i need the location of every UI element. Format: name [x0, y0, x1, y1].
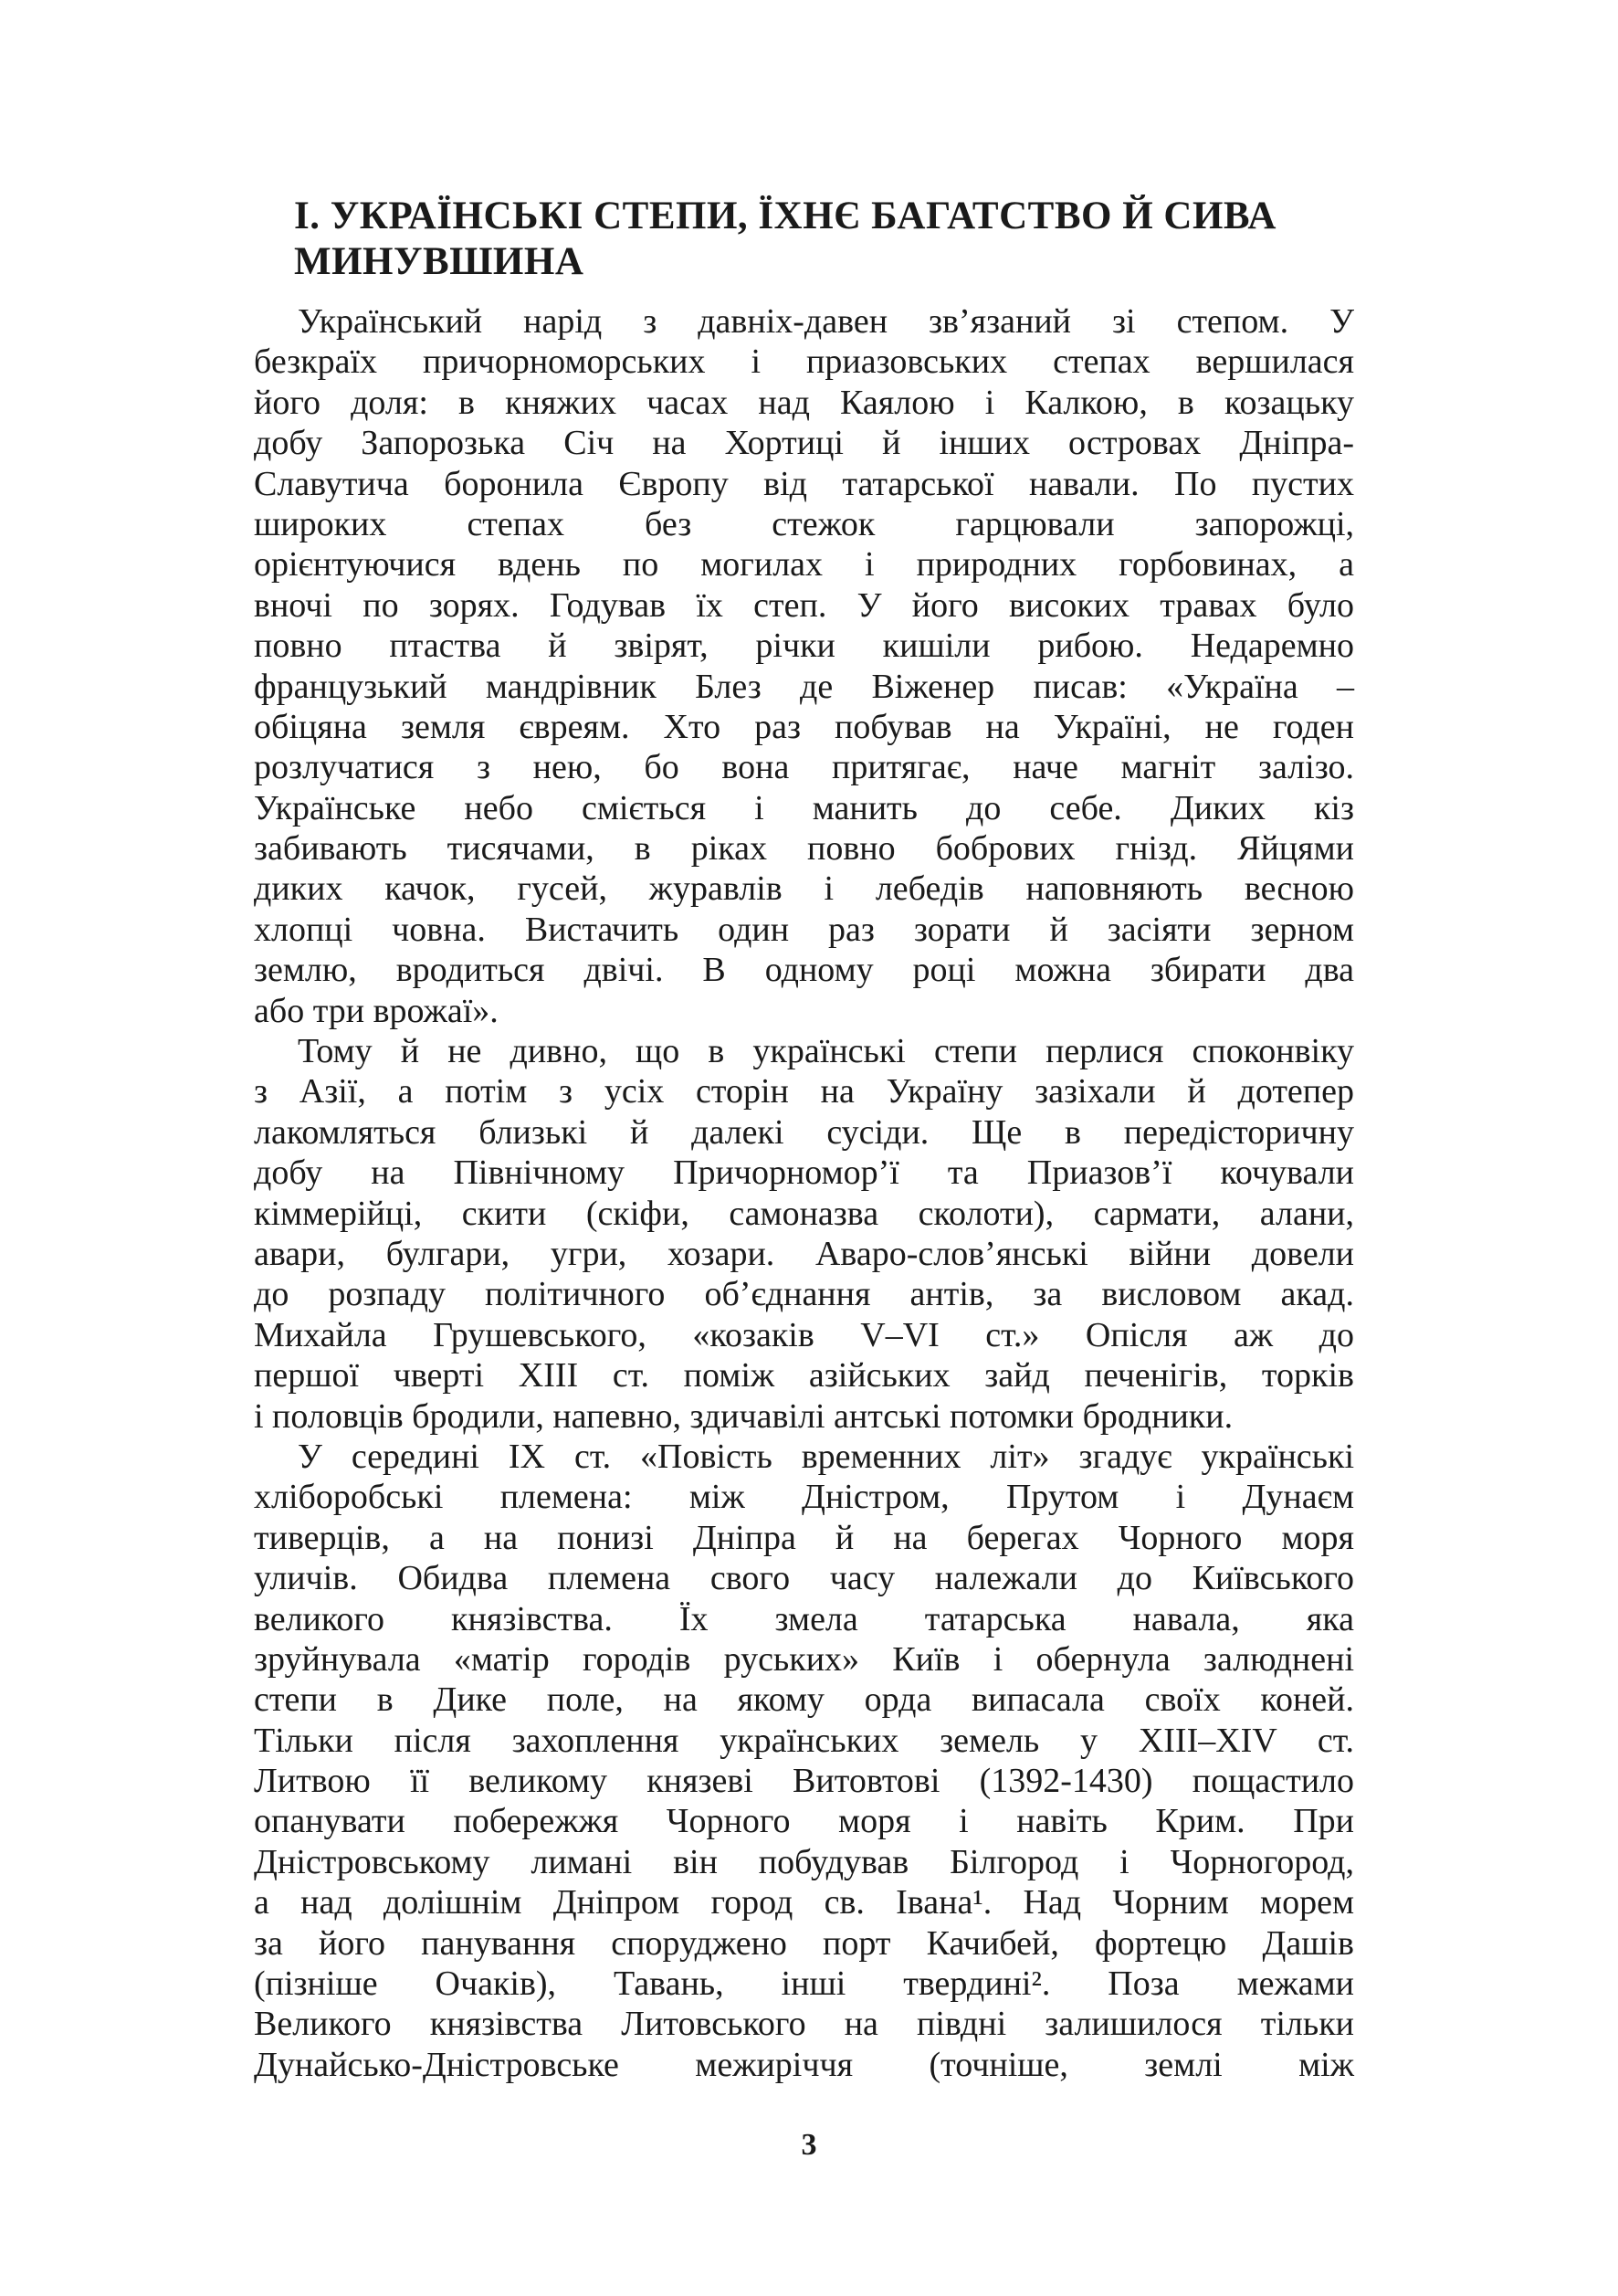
text-line: хлопці човна. Вистачить один раз зорати й засіяти зерном	[254, 910, 1354, 949]
paragraph-1	[254, 301, 1354, 1031]
text-line: забивають тисячами, в ріках повно бобрових гнізд. Яйцями	[254, 829, 1354, 869]
text-line: зруйнувала «матір городів руських» Київ і обернула залюднені	[254, 1639, 1354, 1679]
text-line: великого князівства. Їх змела татарська навала, яка	[254, 1599, 1354, 1638]
text-line: першої чверті XIII ст. поміж азійських зайд печенігів, торків	[254, 1356, 1354, 1396]
text-line: Український нарід з давніх-давен зв’язаний зі степом. У	[298, 302, 1354, 341]
text-line: або три врожаї».	[254, 991, 499, 1030]
text-line: добу Запорозька Січ на Хортиці й інших островах Дніпра-	[254, 424, 1354, 463]
text-line: повно птаства й звірят, річки кишіли рибою. Недаремно	[254, 627, 1354, 666]
text-line: (пізніше Очаків), Тавань, інші твердині². Поза межами	[254, 1964, 1354, 2004]
text-line: Великого князівства Литовського на півдні залишилося тільки	[254, 2005, 1354, 2044]
text-line: розлучатися з нею, бо вона притягає, наче магніт залізо.	[254, 748, 1354, 787]
chapter-title	[294, 194, 1353, 285]
text-line: французький мандрівник Блез де Віженер писав: «Україна –	[254, 667, 1354, 706]
text-line: степи в Дике поле, на якому орда випасала своїх коней.	[254, 1680, 1354, 1720]
text-line: добу на Північному Причорномор’ї та Приазов’ї кочували	[254, 1153, 1354, 1193]
text-line: і половців бродили, напевно, здичавілі антські потомки бродники.	[254, 1396, 1234, 1436]
text-line: Дністровському лимані він побудував Білгород і Чорногород,	[254, 1842, 1354, 1881]
body-text	[254, 301, 1354, 2085]
text-line: землю, вродиться двічі. В одному році можна збирати два	[254, 951, 1354, 990]
text-line: а над долішнім Дніпром город св. Івана¹. Над Чорним морем	[254, 1883, 1354, 1922]
text-line: уличів. Обидва племена свого часу належали до Київського	[254, 1559, 1354, 1598]
text-line: Тому й не дивно, що в українські степи перлися споконвіку	[298, 1032, 1354, 1071]
text-line: орієнтуючися вдень по могилах і природних горбовинах, а	[254, 545, 1354, 585]
text-line: авари, булгари, угри, хозари. Аваро-слов’янські війни довели	[254, 1234, 1354, 1273]
chapter-title-line-1: І. УКРАЇНСЬКІ СТЕПИ, ЇХНЄ БАГАТСТВО Й СИВА	[294, 195, 1277, 237]
chapter-title-line-2: МИНУВШИНА	[294, 240, 584, 283]
text-line: опанувати побережжя Чорного моря і навіть Крим. При	[254, 1802, 1354, 1841]
text-line: Литвою її великому князеві Витовтові (1392-1430) пощастило	[254, 1762, 1354, 1801]
text-line: до розпаду політичного об’єднання антів, за висловом акад.	[254, 1275, 1354, 1314]
text-line: за його панування споруджено порт Качибей, фортецю Дашів	[254, 1923, 1354, 1963]
text-line: Дунайсько-Дністровське межиріччя (точніше, землі між	[254, 2045, 1354, 2084]
text-line: з Азії, а потім з усіх сторін на Україну зазіхали й дотепер	[254, 1072, 1354, 1111]
text-line: лакомляться близькі й далекі сусіди. Ще в передісторичну	[254, 1112, 1354, 1152]
text-line: Тільки після захоплення українських земель у XIII–XIV ст.	[254, 1721, 1354, 1760]
paragraph-3	[254, 1437, 1354, 2085]
text-line: Славутича боронила Європу від татарської навали. По пустих	[254, 464, 1354, 503]
text-line: тиверців, а на понизі Дніпра й на берегах Чорного моря	[254, 1518, 1354, 1557]
text-line: широких степах без стежок гарцювали запорожці,	[254, 504, 1354, 543]
text-line: безкраїх причорноморських і приазовських степах вершилася	[254, 342, 1354, 382]
text-line: кіммерійці, скити (скіфи, самоназва сколоти), сармати, алани,	[254, 1194, 1354, 1233]
text-line: вночі по зорях. Годував їх степ. У його високих травах було	[254, 585, 1354, 625]
paragraph-2	[254, 1031, 1354, 1437]
page-number: 3	[801, 2128, 817, 2162]
text-line: У середині IX ст. «Повість временних літ» згадує українські	[298, 1437, 1354, 1476]
text-line: хліборобські племена: між Дністром, Прутом і Дунаєм	[254, 1478, 1354, 1517]
text-line: його доля: в княжих часах над Каялою і Калкою, в козацьку	[254, 383, 1354, 422]
text-line: обіцяна земля євреям. Хто раз побував на Україні, не годен	[254, 707, 1354, 746]
text-line: Михайла Грушевського, «козаків V–VI ст.» Опісля аж до	[254, 1315, 1354, 1354]
text-line: Українське небо сміється і манить до себе. Диких кіз	[254, 788, 1354, 827]
text-line: диких качок, гусей, журавлів і лебедів наповняють весною	[254, 869, 1354, 909]
